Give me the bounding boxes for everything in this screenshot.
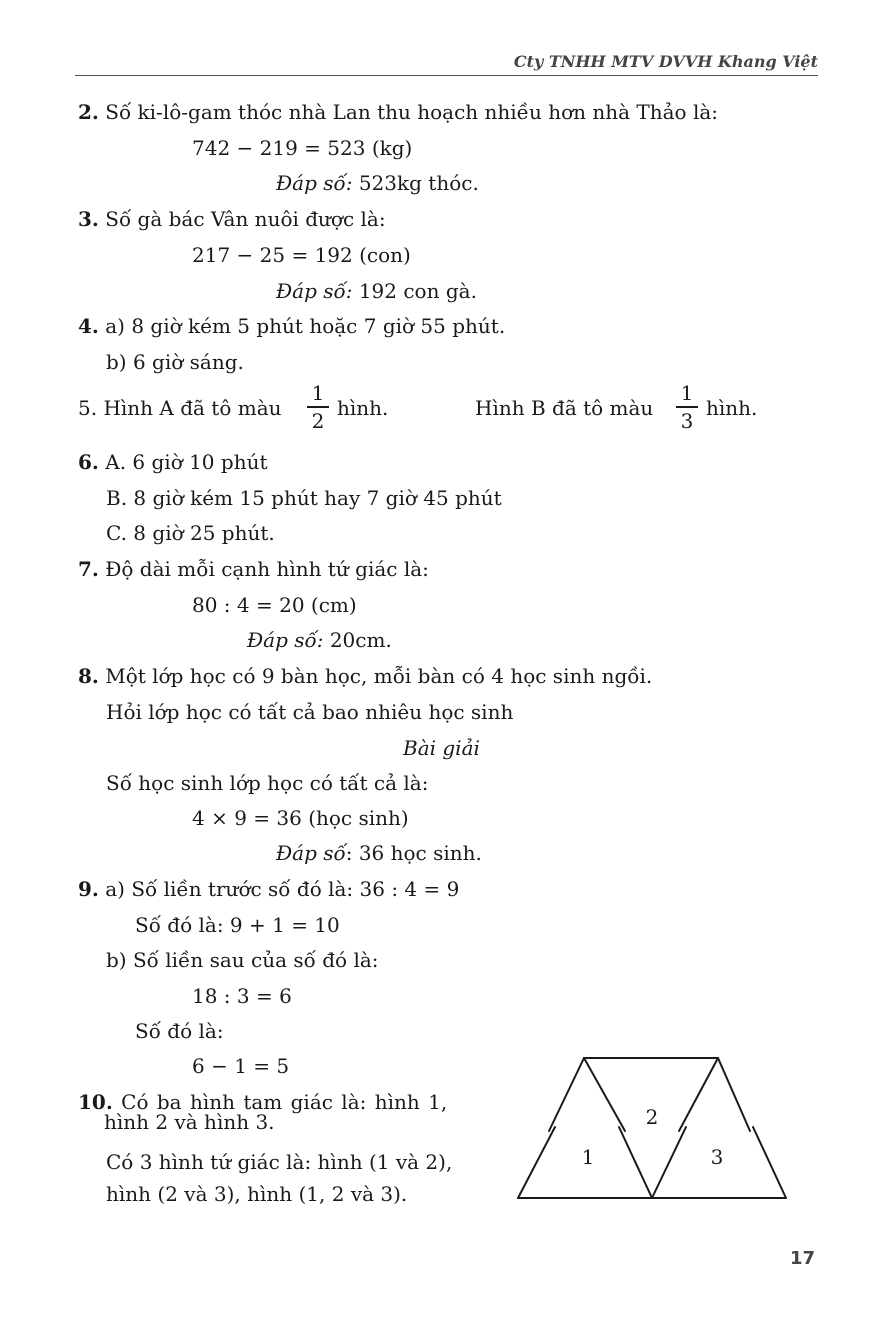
- figure-label-1: 1: [581, 1145, 595, 1169]
- problem-6-option-c: C. 8 giờ 25 phút.: [106, 521, 275, 545]
- problem-3-number: 3.: [78, 207, 99, 231]
- problem-9-b-calc: 18 : 3 = 6: [192, 984, 292, 1008]
- problem-7-answer-label: Đáp số:: [247, 628, 324, 652]
- problem-10-text-3: hình (2 và 3), hình (1, 2 và 3).: [106, 1182, 408, 1206]
- problem-10-clipped-text: hình 2 và hình 3.: [104, 1110, 275, 1134]
- problem-8-answer: [276, 841, 482, 865]
- problem-9-a-result: Số đó là: 9 + 1 = 10: [135, 913, 340, 937]
- problem-10-text-1: Có ba hình tam giác là: hình 1,: [112, 1090, 448, 1114]
- problem-2-text: Số ki-lô-gam thóc nhà Lan thu hoạch nhiều hơn nhà Thảo là:: [98, 100, 719, 124]
- problem-8-number: 8.: [78, 664, 99, 688]
- page-header: Cty TNHH MTV DVVH Khang Việt: [513, 52, 818, 71]
- figure-label-3: 3: [710, 1145, 724, 1169]
- problem-3-statement: [78, 207, 386, 231]
- header-rule: [75, 75, 818, 76]
- figure-diagonal-2-lower: [652, 1127, 686, 1198]
- figure-diagonal-1-upper: [584, 1058, 625, 1131]
- problem-9-number: 9.: [78, 877, 99, 901]
- fraction-denominator: 2: [311, 408, 325, 433]
- figure-diagonal-2-upper: [679, 1058, 718, 1131]
- fraction-numerator: 1: [680, 381, 694, 405]
- figure-right-edge-lower: [753, 1127, 786, 1198]
- problem-7-text: Độ dài mỗi cạnh hình tứ giác là:: [98, 557, 429, 581]
- problem-7-answer-value: 20cm.: [323, 628, 392, 652]
- problem-10-number: 10.: [78, 1090, 113, 1114]
- problem-6-option-a: [78, 450, 268, 474]
- problem-4-a-text: a) 8 giờ kém 5 phút hoặc 7 giờ 55 phút.: [98, 314, 506, 338]
- problem-2-answer-value: 523kg thóc.: [352, 171, 479, 195]
- problem-8-statement: [78, 664, 652, 688]
- problem-2-answer: [276, 171, 479, 195]
- problem-9-b-label: Số đó là:: [135, 1019, 224, 1043]
- problem-5-number: 5.: [78, 396, 98, 420]
- problem-2-calc: 742 − 219 = 523 (kg): [192, 136, 413, 160]
- problem-8-answer-label: Đáp số: [276, 841, 346, 865]
- problem-7-number: 7.: [78, 557, 99, 581]
- problem-8-calc: 4 × 9 = 36 (học sinh): [192, 806, 409, 830]
- problem-2-answer-label: Đáp số:: [276, 171, 353, 195]
- figure-left-edge-lower: [518, 1127, 555, 1198]
- problem-2-statement: [78, 100, 718, 124]
- problem-9-a1-text: a) Số liền trước số đó là: 36 : 4 = 9: [98, 877, 460, 901]
- problem-6-number: 6.: [78, 450, 99, 474]
- problem-3-answer-value: 192 con gà.: [352, 279, 477, 303]
- trapezoid-figure: [500, 1045, 800, 1215]
- figure-left-edge-upper: [549, 1058, 584, 1131]
- problem-8-question: Hỏi lớp học có tất cả bao nhiêu học sinh: [106, 700, 514, 724]
- problem-10-clipped-line: [104, 1110, 275, 1134]
- problem-4-number: 4.: [78, 314, 99, 338]
- problem-8-solution-text: Số học sinh lớp học có tất cả là:: [106, 771, 429, 795]
- problem-2-number: 2.: [78, 100, 99, 124]
- problem-3-answer: [276, 279, 477, 303]
- problem-4-part-a: [78, 314, 505, 338]
- problem-3-answer-label: Đáp số:: [276, 279, 353, 303]
- problem-5-right-text: Hình B đã tô màu: [475, 396, 654, 420]
- problem-6-a-text: A. 6 giờ 10 phút: [98, 450, 268, 474]
- problem-5-left-suffix: hình.: [337, 396, 389, 420]
- figure-diagonal-1-lower: [619, 1127, 652, 1198]
- problem-7-answer: [247, 628, 392, 652]
- fraction-one-half: [307, 382, 329, 432]
- problem-8-text-1: Một lớp học có 9 bàn học, mỗi bàn có 4 học sinh ngồi.: [98, 664, 653, 688]
- problem-8-solution-heading: Bài giải: [403, 736, 480, 760]
- problem-9-part-a: [78, 877, 459, 901]
- figure-label-2: 2: [645, 1105, 659, 1129]
- problem-3-text: Số gà bác Vân nuôi được là:: [98, 207, 386, 231]
- problem-8-answer-value: : 36 học sinh.: [345, 841, 482, 865]
- fraction-numerator: 1: [311, 381, 325, 405]
- problem-9-part-b: b) Số liền sau của số đó là:: [106, 948, 379, 972]
- page-number: 17: [790, 1248, 816, 1269]
- problem-10-text-2: Có 3 hình tứ giác là: hình (1 và 2),: [106, 1150, 453, 1174]
- problem-9-b-result: 6 − 1 = 5: [192, 1054, 290, 1078]
- problem-5-right-suffix: hình.: [706, 396, 758, 420]
- problem-6-option-b: B. 8 giờ kém 15 phút hay 7 giờ 45 phút: [106, 486, 502, 510]
- figure-right-edge-upper: [718, 1058, 750, 1131]
- fraction-bar: [307, 406, 329, 408]
- problem-7-statement: [78, 557, 429, 581]
- problem-7-calc: 80 : 4 = 20 (cm): [192, 593, 357, 617]
- problem-4-part-b: b) 6 giờ sáng.: [106, 350, 244, 374]
- problem-5-left-text: Hình A đã tô màu: [97, 396, 282, 420]
- problem-3-calc: 217 − 25 = 192 (con): [192, 243, 411, 267]
- problem-5-left: [78, 396, 282, 420]
- fraction-one-third: [676, 382, 698, 432]
- fraction-bar: [676, 406, 698, 408]
- fraction-denominator: 3: [680, 408, 694, 433]
